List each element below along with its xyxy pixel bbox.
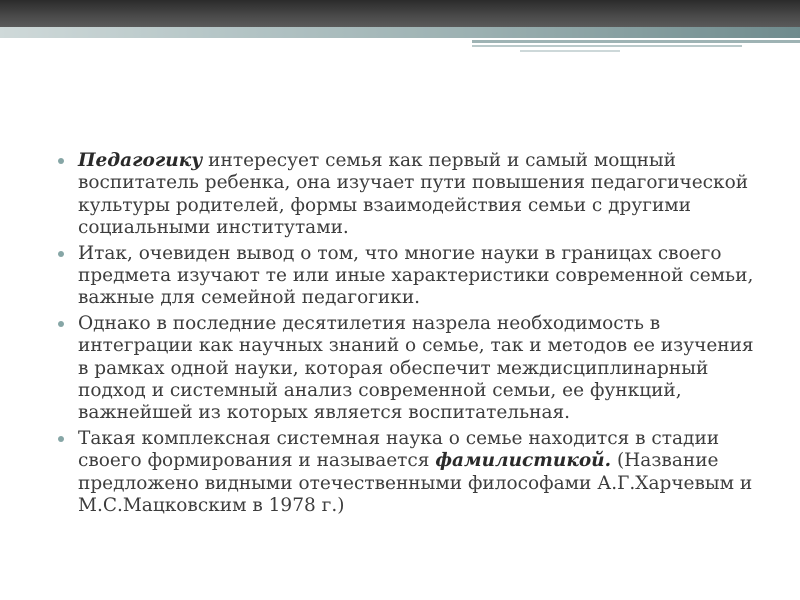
bullet-item-familistics [56,428,756,518]
bullet-text-after: (Название предложено видными отечественными философами А.Г.Харчевым и М.С.Мацковским в 1978 г.) [78,450,753,517]
bullet-item-integration [56,313,756,425]
bullet-dot-icon [58,158,64,164]
emphasis-term: Педагогику [78,150,203,171]
header-thin-stripe-3 [520,50,620,52]
bullet-item-pedagogy [56,150,756,240]
bullet-dot-icon [58,321,64,327]
header-thin-stripe-2 [472,45,742,47]
bullet-text: Однако в последние десятилетия назрела необходимость в интеграции как научных знаний о семье, так и методов ее изучения в рамках одной науки, которая обеспечит междисциплинарный подход и системный анализ современной семьи, ее функций, важнейшей из которых является воспитательная. [78,312,754,424]
bullet-text: интересует семья как первый и самый мощный воспитатель ребенка, она изучает пути повышения педагогической культуры родителей, формы взаимодействия семьи с другими социальными институтами. [78,150,749,239]
emphasis-term: фамилистикой. [435,450,612,472]
slide-content [56,150,756,521]
bullet-text-before: Такая комплексная системная наука о семье находится в стадии своего формирования и называется [78,427,720,472]
bullet-list [56,150,756,518]
bullet-dot-icon [58,251,64,257]
header-bar [0,0,800,27]
bullet-item-conclusion [56,243,756,310]
bullet-text: Итак, очевиден вывод о том, что многие науки в границах своего предмета изучают те или иные характеристики современной семьи, важные для семейной педагогики. [78,242,754,309]
header-thin-stripe [472,40,800,43]
bullet-dot-icon [58,436,64,442]
header-accent-stripe [0,27,800,38]
